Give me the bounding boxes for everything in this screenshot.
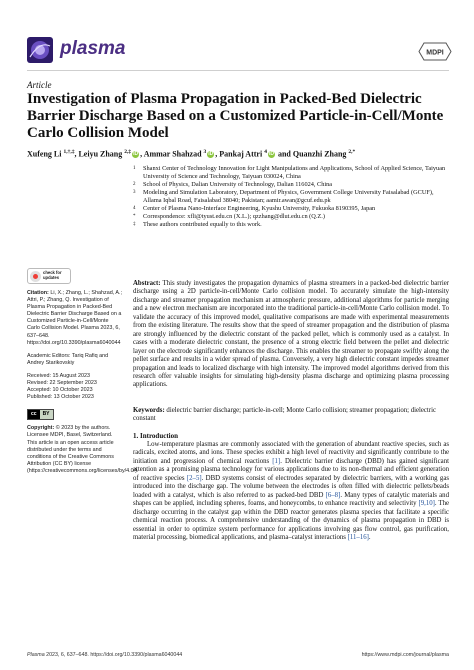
keywords — [133, 407, 449, 424]
citation-link[interactable]: [11–16] — [347, 533, 369, 541]
author-affiliation-mark: 2,* — [348, 149, 356, 155]
article-type: Article — [27, 80, 52, 90]
footer-journal-url[interactable]: https://www.mdpi.com/journal/plasma — [361, 652, 449, 658]
affiliation-item: 2 School of Physics, Dalian University of Technology, Dalian 116024, China — [133, 181, 333, 188]
accepted-date: Accepted: 10 October 2023 — [27, 387, 93, 394]
citation-text[interactable]: Li, X.; Zhang, L.; Shahzad, A.; Attri, P.; Zhang, Q. Investigation of Plasma Propagation in Packed-Bed Dielectric Barrier Discharge Based on a Customized Particle-in-Cell/Monte Carlo Collision Model. Plasma 2023, 6, 637–648. https://doi.org/10.3390/plasma6040044 — [27, 290, 122, 346]
orcid-icon[interactable]: iD — [268, 151, 274, 158]
affiliation-item: 1 Shanxi Center of Technology Innovation for Light Manipulations and Applications, School of Applied Science, Taiyuan University of Science and Technology, Taiyuan 030024, China — [133, 165, 446, 180]
mdpi-logo-icon — [418, 42, 452, 61]
check-for-updates-button[interactable]: check for updates — [27, 268, 71, 284]
keywords-text: dielectric barrier discharge; particle-in-cell; Monte Carlo collision; streamer propagation; dielectric constant — [133, 407, 436, 423]
citation-link[interactable]: [9,10] — [418, 500, 435, 508]
author-name[interactable]: Quanzhi Zhang — [292, 149, 347, 159]
journal-name: plasma — [60, 38, 126, 59]
abstract-text: This study investigates the propagation dynamics of plasma streamers in a packed-bed dielectric barrier discharge using a 2D particle-in-cell/Monte Carlo collision model. To accurately simulate the high-intensity discharge and streamer propagation mechanism at atmospheric pressure, additional algorithms for particle merging and a new electron mechanism are incorporated into the traditional particle-in-cell/Monte Carlo collision model. To validate the accuracy of this improved model, qualitative comparisons are made with experimental measurements from the existing literature. The results show that the speed of streamer propagation and the distribution of plasma are strongly influenced by the dielectric constant of the packed pellet, which is commonly used as a catalyst. In cases with a moderate dielectric constant, the presence of a strong electric field between the pellet and dielectric layer on the electrode significantly enhances the discharge. This enables the streamer to propagate swiftly along the pellet surface and results in a wider spread of plasma. Conversely, a very high dielectric constant impedes streamer propagation and leads to localized discharge with high intensity. The improved model algorithms derived from this research offer valuable insights for simulating high-density plasma discharge and optimizing plasma processing applications. — [133, 280, 450, 389]
publisher-name: MDPI — [426, 49, 444, 57]
author-name[interactable]: Xufeng Li — [27, 149, 62, 159]
citation-link[interactable]: [2–5] — [186, 474, 202, 482]
abstract-label: Abstract: — [133, 280, 161, 287]
author-list: Xufeng Li $^{1,\dagger,\ddagger}$, Leiyu Zhang $^{2,\ddagger}$ iD , Ammar Shahzad $^3$ iD , Pankaj Attri $^4$ iD and Quanzhi Zhang $^{2,*}$ — [27, 149, 356, 159]
affiliation-item: 3 Modeling and Simulation Laboratory, Department of Physics, Government College University Faisalabad (GCUF), Allama Iqbal Road, Faisalabad 38040; Pakistan; aamir.awan@gcuf.edu.pk — [133, 189, 434, 204]
introduction-text: Low-temperature plasmas are commonly associated with the generation of abundant reactive species, such as radicals, excited atoms, and ions. These species exhibit a high level of reactivity and significantly contribute to the initiation and progression of chemical reactions [1]. Dielectric barrier discharge (DBD) has gained significant attention as a promising plasma technology for various applications due to its non-thermal and efficient generation of reactive species [2–5]. DBD systems consist of electrodes separated by dielectric barriers, with a working gas introduced into the discharge gap. The volume between the electrodes is often filled with dielectric pellets/beads loaded with a catalyst, which is also referred to as packed-bed DBD [6–8]. Many types of catalytic materials and shapes can be applied, including spheres, foams, and honeycombs, to enhance reactivity and selectivity [9,10]. The discharge occurring in the catalyst gap within the DBD reactor generates plasma species that facilitate a specific chemical reaction process. A comprehensive understanding of the dynamics of plasma propagation in DBD is essential in order to optimize system performance for applications involving gas flow control, gas purification, material processing, biomedical applications, and plasma–catalyst interactions [11–16]. — [133, 441, 449, 541]
author-affiliation-mark: 3 — [203, 149, 207, 155]
citation-link[interactable]: [6–8] — [325, 491, 341, 499]
copyright-label: Copyright: — [27, 425, 55, 432]
journal-logo-icon — [27, 37, 53, 63]
academic-editors: Academic Editors: Tariq Rafiq and Andrey Starikovskiy — [27, 352, 109, 366]
dates-block — [27, 373, 122, 401]
check-updates-icon — [30, 271, 41, 282]
orcid-icon[interactable]: iD — [208, 151, 214, 158]
orcid-icon[interactable]: iD — [133, 151, 139, 158]
copyright-text: © 2023 by the authors. Licensee MDPI, Basel, Switzerland. This article is an open access article distributed under the terms and conditions of the Creative Commons Attribution (CC BY) license (https://creativecommons.org/licenses/by/4.0/). — [27, 425, 139, 474]
abstract — [133, 280, 449, 390]
revised-date: Revised: 22 September 2023 — [27, 380, 97, 387]
citation-label: Citation: — [27, 290, 49, 296]
footer-journal: Plasma — [27, 652, 45, 658]
header-divider — [27, 70, 449, 71]
author-affiliation-mark: 4 — [264, 149, 267, 155]
author-affiliation-mark: 2,‡ — [124, 149, 132, 155]
citation-block — [27, 290, 122, 347]
footer-citation — [27, 652, 182, 658]
affiliation-item: 4 Center of Plasma Nano-Interface Engineering, Kyushu University, Fukuoka 8190395, Japan — [133, 205, 376, 212]
article-title: Investigation of Plasma Propagation in Packed-Bed Dielectric Barrier Discharge Based on a Customized Particle-in-Cell/Monte Carlo Collision Model — [27, 91, 444, 141]
author-name[interactable]: Ammar Shahzad — [143, 149, 202, 159]
author-affiliation-mark: 1,†,‡ — [63, 149, 75, 155]
citation-link[interactable]: [1] — [272, 457, 281, 465]
copyright-block — [27, 425, 139, 475]
keywords-label: Keywords: — [133, 407, 165, 414]
affiliations — [133, 165, 448, 229]
equal-contribution-note: ‡ These authors contributed equally to this work. — [133, 221, 262, 228]
received-date: Received: 15 August 2023 — [27, 372, 90, 379]
introduction-heading: 1. Introduction — [133, 432, 178, 440]
author-name[interactable]: Leiyu Zhang — [78, 149, 123, 159]
author-name[interactable]: Pankaj Attri — [219, 149, 263, 159]
published-date: Published: 13 October 2023 — [27, 394, 94, 401]
cc-by-license-icon[interactable]: cc BY — [27, 409, 54, 420]
correspondence[interactable]: * Correspondence: xfli@tyust.edu.cn (X.L.); qzzhang@dlut.edu.cn (Q.Z.) — [133, 213, 325, 220]
sidebar — [27, 268, 139, 481]
footer-doi[interactable]: 2023, 6, 637–648. https://doi.org/10.3390/plasma6040044 — [46, 652, 183, 658]
